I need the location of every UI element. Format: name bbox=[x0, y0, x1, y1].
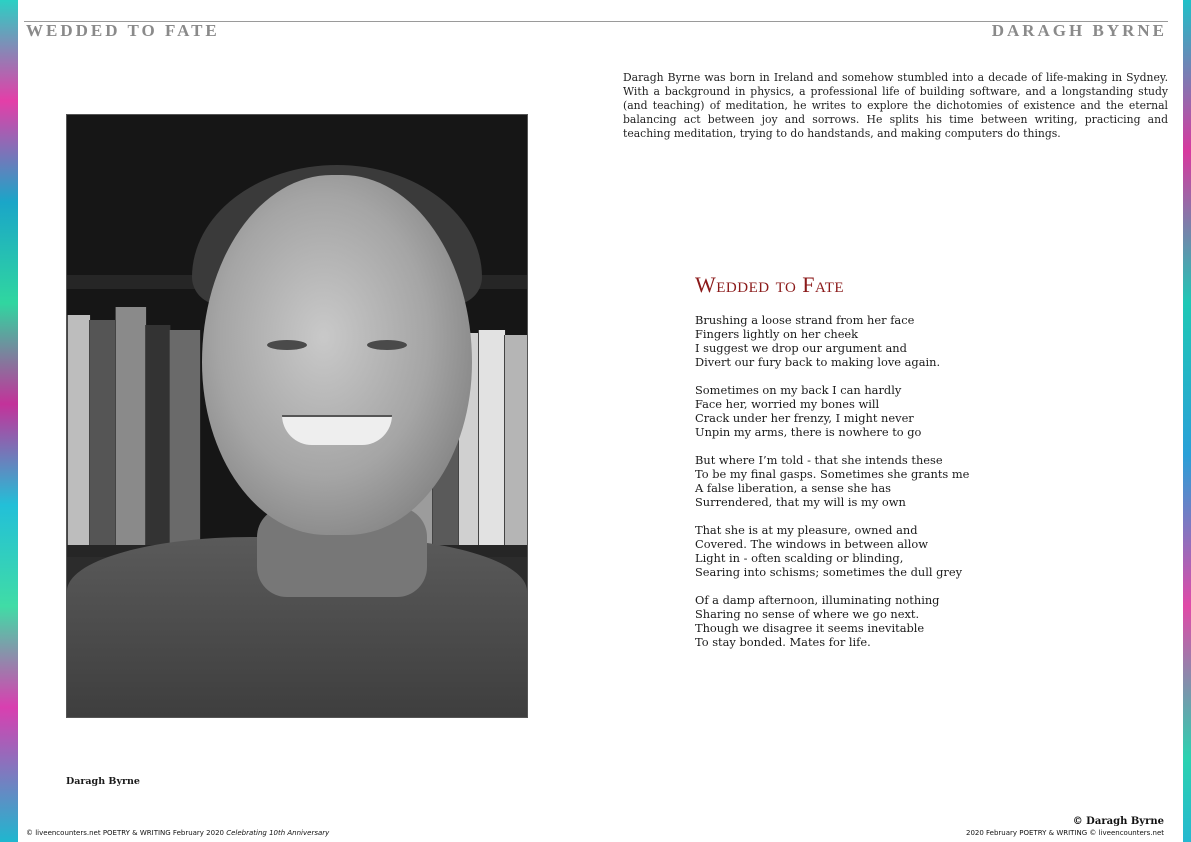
author-photo bbox=[66, 114, 528, 718]
decorative-left-edge bbox=[0, 0, 18, 842]
author-bio: Daragh Byrne was born in Ireland and somehow stumbled into a decade of life-making in Sydney. With a background in physics, a professional life of building software, and a longstanding study (and teaching) of meditation, he writes to explore the dichotomies of existence and the eternal balancing act between joy and sorrows. He splits his time between writing, practicing and teaching meditation, trying to do handstands, and making computers do things. bbox=[623, 71, 1168, 140]
footer-copyright: © Daragh Byrne bbox=[1072, 816, 1164, 827]
poem-body bbox=[695, 313, 995, 663]
poem-line: Face her, worried my bones will bbox=[695, 397, 880, 411]
poem-line: To be my final gasps. Sometimes she grants me bbox=[695, 467, 970, 481]
poem-line: I suggest we drop our argument and bbox=[695, 341, 907, 355]
poem-title: Wedded to Fate bbox=[695, 272, 845, 297]
poem-line: Covered. The windows in between allow bbox=[695, 537, 928, 551]
poem-line: Unpin my arms, there is nowhere to go bbox=[695, 425, 922, 439]
poem-line: But where I’m told - that she intends these bbox=[695, 453, 943, 467]
footer-left-italic: Celebrating 10th Anniversary bbox=[226, 829, 330, 837]
poem-stanza bbox=[695, 313, 995, 369]
smile bbox=[282, 415, 392, 445]
poem-stanza bbox=[695, 593, 995, 649]
poem-line: To stay bonded. Mates for life. bbox=[695, 635, 871, 649]
poem-stanza bbox=[695, 453, 995, 509]
poem-line: A false liberation, a sense she has bbox=[695, 481, 891, 495]
eye bbox=[367, 340, 407, 350]
poem-line: Brushing a loose strand from her face bbox=[695, 313, 915, 327]
footer-right: 2020 February POETRY & WRITING © liveencounters.net bbox=[966, 829, 1164, 837]
footer-left bbox=[26, 829, 329, 837]
decorative-right-edge bbox=[1183, 0, 1191, 842]
poem-line: Light in - often scalding or blinding, bbox=[695, 551, 904, 565]
poem-line: Though we disagree it seems inevitable bbox=[695, 621, 925, 635]
eye bbox=[267, 340, 307, 350]
poem-line: Fingers lightly on her cheek bbox=[695, 327, 859, 341]
poem-stanza bbox=[695, 523, 995, 579]
running-header-title: WEDDED TO FATE bbox=[26, 21, 220, 40]
poem-line: Divert our fury back to making love again. bbox=[695, 355, 941, 369]
poem-line: That she is at my pleasure, owned and bbox=[695, 523, 918, 537]
photo-caption: Daragh Byrne bbox=[66, 776, 140, 787]
face bbox=[202, 175, 472, 535]
poem-line: Sharing no sense of where we go next. bbox=[695, 607, 920, 621]
poem-line: Searing into schisms; sometimes the dull grey bbox=[695, 565, 963, 579]
poem-line: Crack under her frenzy, I might never bbox=[695, 411, 914, 425]
poem-line: Sometimes on my back I can hardly bbox=[695, 383, 902, 397]
poem-line: Surrendered, that my will is my own bbox=[695, 495, 906, 509]
running-header-author: DARAGH BYRNE bbox=[991, 21, 1167, 40]
poem-stanza bbox=[695, 383, 995, 439]
poem-line: Of a damp afternoon, illuminating nothing bbox=[695, 593, 940, 607]
footer-left-text: © liveencounters.net POETRY & WRITING February 2020 bbox=[26, 829, 227, 837]
